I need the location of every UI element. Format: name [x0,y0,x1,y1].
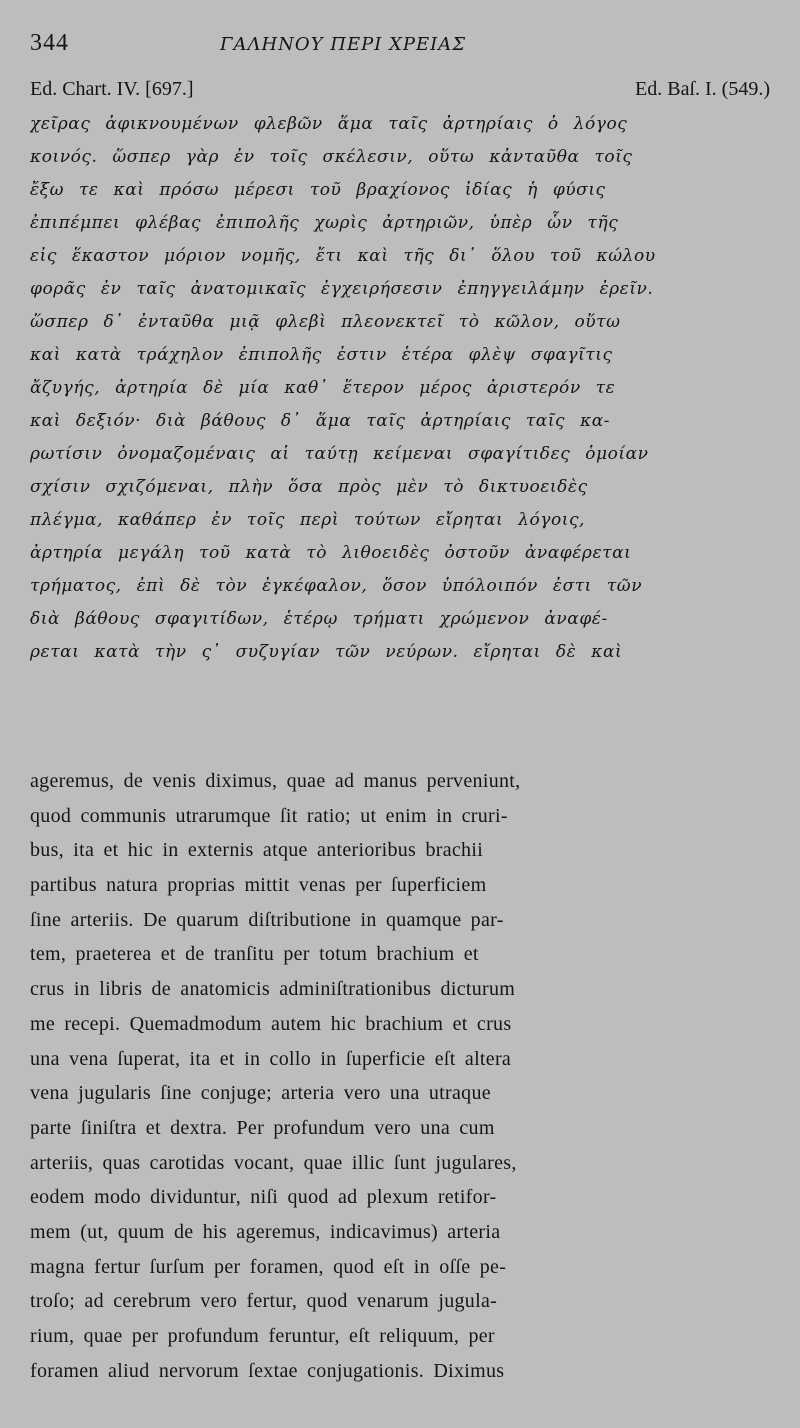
greek-text-block [30,108,770,669]
greek-line: ρεται κατὰ τὴν ς᾽ συζυγίαν τῶν νεύρων. εἴρηται δὲ καὶ [30,642,623,662]
page-number: 344 [30,30,69,56]
latin-line: rium, quae per profundum feruntur, eſt reliquum, per [30,1325,495,1347]
greek-line: ρωτίσιν ὀνομαζομέναις αἱ ταύτῃ κείμεναι σφαγίτιδες ὁμοίαν [30,444,649,464]
greek-line: ἔξω τε καὶ πρόσω μέρεσι τοῦ βραχίονος ἰδίας ἡ φύσις [30,180,606,200]
latin-line: arteriis, quas carotidas vocant, quae illic ſunt jugulares, [30,1151,517,1174]
latin-line: bus, ita et hic in externis atque anterioribus brachii [30,839,484,862]
edition-reference-right: Ed. Baſ. I. (549.) [635,78,770,100]
greek-line: ἐπιπέμπει φλέβας ἐπιπολῆς χωρὶς ἀρτηριῶν, ὑπὲρ ὧν τῆς [30,213,619,233]
latin-line: magna fertur ſurſum per foramen, quod eſt in oſſe pe- [30,1255,507,1278]
greek-line: εἰς ἕκαστον μόριον νομῆς, ἔτι καὶ τῆς δι᾽ ὅλου τοῦ κώλου [30,246,656,266]
page-header [30,30,770,66]
latin-line: vena jugularis ſine conjuge; arteria vero una utraque [30,1082,491,1105]
edition-reference-left: Ed. Chart. IV. [697.] [30,78,194,100]
greek-line: ἀρτηρία μεγάλη τοῦ κατὰ τὸ λιθοειδὲς ὀστοῦν ἀναφέρεται [30,543,632,563]
greek-line: διὰ βάθους σφαγιτίδων, ἑτέρῳ τρήματι χρώμενον ἀναφέ- [30,609,608,629]
latin-line: troſo; ad cerebrum vero fertur, quod venarum jugula- [30,1290,498,1313]
greek-line: ἄζυγής, ἀρτηρία δὲ μία καθ᾽ ἕτερον μέρος ἀριστερόν τε [30,378,616,398]
latin-line: ſine arteriis. De quarum diſtributione in quamque par- [30,908,504,931]
latin-line: mem (ut, quum de his ageremus, indicavimus) arteria [30,1220,501,1243]
latin-line: ageremus, de venis diximus, quae ad manus perveniunt, [30,770,521,792]
greek-line: καὶ κατὰ τράχηλον ἐπιπολῆς ἐστιν ἑτέρα φλὲψ σφαγῖτις [30,345,613,365]
greek-line: τρήματος, ἐπὶ δὲ τὸν ἐγκέφαλον, ὅσον ὑπόλοιπόν ἐστι τῶν [30,576,643,596]
edition-reference-line [30,78,770,106]
greek-line: καὶ δεξιόν· διὰ βάθους δ᾽ ἅμα ταῖς ἀρτηρίαις ταῖς κα- [30,411,611,431]
greek-line: πλέγμα, καθάπερ ἐν τοῖς περὶ τούτων εἴρηται λόγοις, [30,510,585,530]
latin-line: parte ſiniſtra et dextra. Per profundum vero una cum [30,1116,495,1139]
running-title: ΓΑΛΗΝΟΥ ΠΕΡΙ ΧΡΕΙΑΣ [220,34,466,55]
greek-line: ὥσπερ δ᾽ ἐνταῦθα μιᾷ φλεβὶ πλεονεκτεῖ τὸ κῶλον, οὕτω [30,312,621,332]
latin-line: foramen aliud nervorum ſextae conjugationis. Diximus [30,1359,505,1382]
greek-line: χεῖρας ἀφικνουμένων φλεβῶν ἅμα ταῖς ἀρτηρίαις ὁ λόγος [30,114,628,134]
greek-line: φορᾶς ἐν ταῖς ἀνατομικαῖς ἐγχειρήσεσιν ἐπηγγειλάμην ἐρεῖν. [30,279,654,299]
latin-line: quod communis utrarumque ſit ratio; ut enim in cruri- [30,804,508,827]
latin-line: una vena ſuperat, ita et in collo in ſuperficie eſt altera [30,1047,512,1070]
greek-line: σχίσιν σχιζόμεναι, πλὴν ὅσα πρὸς μὲν τὸ δικτυοειδὲς [30,477,588,497]
latin-line: tem, praeterea et de tranſitu per totum brachium et [30,943,479,966]
latin-line: crus in libris de anatomicis adminiſtrationibus dicturum [30,978,516,1001]
greek-line: κοινός. ὥσπερ γὰρ ἐν τοῖς σκέλεσιν, οὕτω κἀνταῦθα τοῖς [30,147,633,167]
latin-line: me recepi. Quemadmodum autem hic brachium et crus [30,1012,512,1035]
latin-line: eodem modo dividuntur, niſi quod ad plexum retifor- [30,1186,497,1209]
latin-text-block [30,764,770,1388]
latin-line: partibus natura proprias mittit venas per ſuperficiem [30,874,487,897]
